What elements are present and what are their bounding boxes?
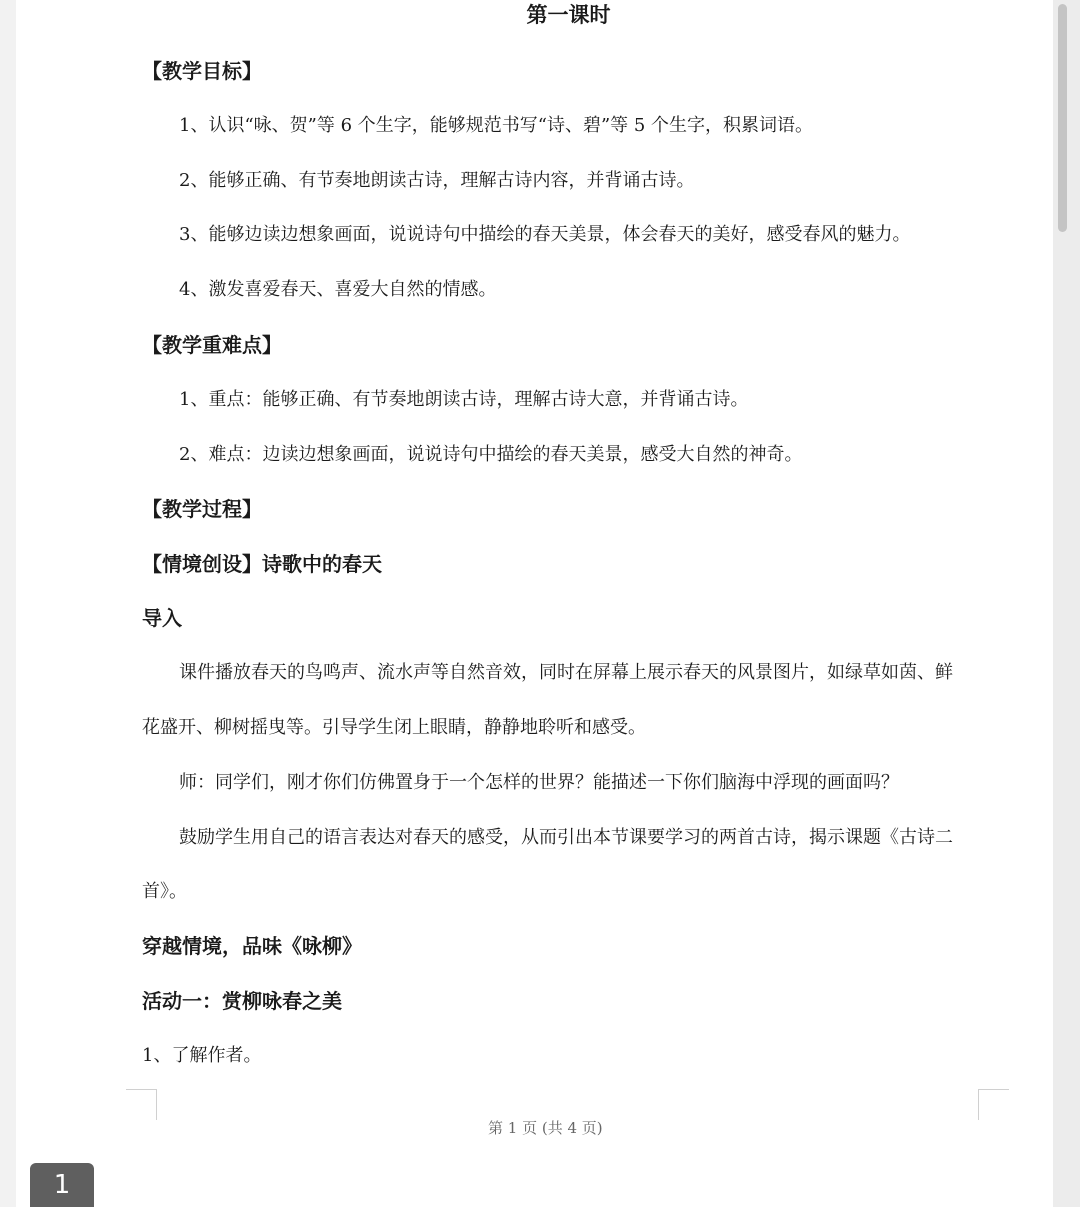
intro-paragraph-line: 首》。 bbox=[142, 881, 187, 902]
page-number-badge: 1 bbox=[30, 1163, 94, 1207]
page-title: 第一课时 bbox=[526, 3, 611, 27]
intro-paragraph-line: 花盛开、柳树摇曳等。引导学生闭上眼睛，静静地聆听和感受。 bbox=[142, 717, 646, 738]
travel-heading: 穿越情境，品味《咏柳》 bbox=[142, 934, 362, 958]
scrollbar-thumb[interactable] bbox=[1058, 4, 1067, 232]
intro-paragraph-line: 课件播放春天的鸟鸣声、流水声等自然音效，同时在屏幕上展示春天的风景图片，如绿草如茵、鲜 bbox=[179, 662, 953, 683]
intro-paragraph-line: 鼓励学生用自己的语言表达对春天的感受，从而引出本节课要学习的两首古诗，揭示课题《古诗二 bbox=[179, 827, 953, 848]
objective-item: 4、激发喜爱春天、喜爱大自然的情感。 bbox=[179, 279, 497, 300]
keypoints-heading: 【教学重难点】 bbox=[142, 333, 282, 357]
activity1-item: 1、了解作者。 bbox=[142, 1045, 262, 1066]
activity1-heading: 活动一：赏柳咏春之美 bbox=[142, 989, 342, 1013]
keypoint-item: 1、重点：能够正确、有节奏地朗读古诗，理解古诗大意，并背诵古诗。 bbox=[179, 389, 749, 410]
scenario-heading: 【情境创设】诗歌中的春天 bbox=[142, 552, 382, 576]
intro-paragraph: 师：同学们，刚才你们仿佛置身于一个怎样的世界？能描述一下你们脑海中浮现的画面吗？ bbox=[179, 772, 899, 793]
page-corner-mark bbox=[978, 1089, 1009, 1120]
keypoint-item: 2、难点：边读边想象画面，说说诗句中描绘的春天美景，感受大自然的神奇。 bbox=[179, 444, 803, 465]
objective-item: 3、能够边读边想象画面，说说诗句中描绘的春天美景，体会春天的美好，感受春风的魅力。 bbox=[179, 224, 911, 245]
objectives-heading: 【教学目标】 bbox=[142, 59, 262, 83]
document-page bbox=[16, 0, 1053, 1207]
vertical-scrollbar[interactable] bbox=[1053, 0, 1080, 1207]
page-footer: 第 1 页 (共 4 页) bbox=[488, 1119, 603, 1137]
page-corner-mark bbox=[126, 1089, 157, 1120]
objective-item: 1、认识“咏、贺”等 6 个生字，能够规范书写“诗、碧”等 5 个生字，积累词语。 bbox=[179, 115, 814, 136]
process-heading: 【教学过程】 bbox=[142, 497, 262, 521]
objective-item: 2、能够正确、有节奏地朗读古诗，理解古诗内容，并背诵古诗。 bbox=[179, 170, 695, 191]
intro-heading: 导入 bbox=[142, 606, 182, 630]
